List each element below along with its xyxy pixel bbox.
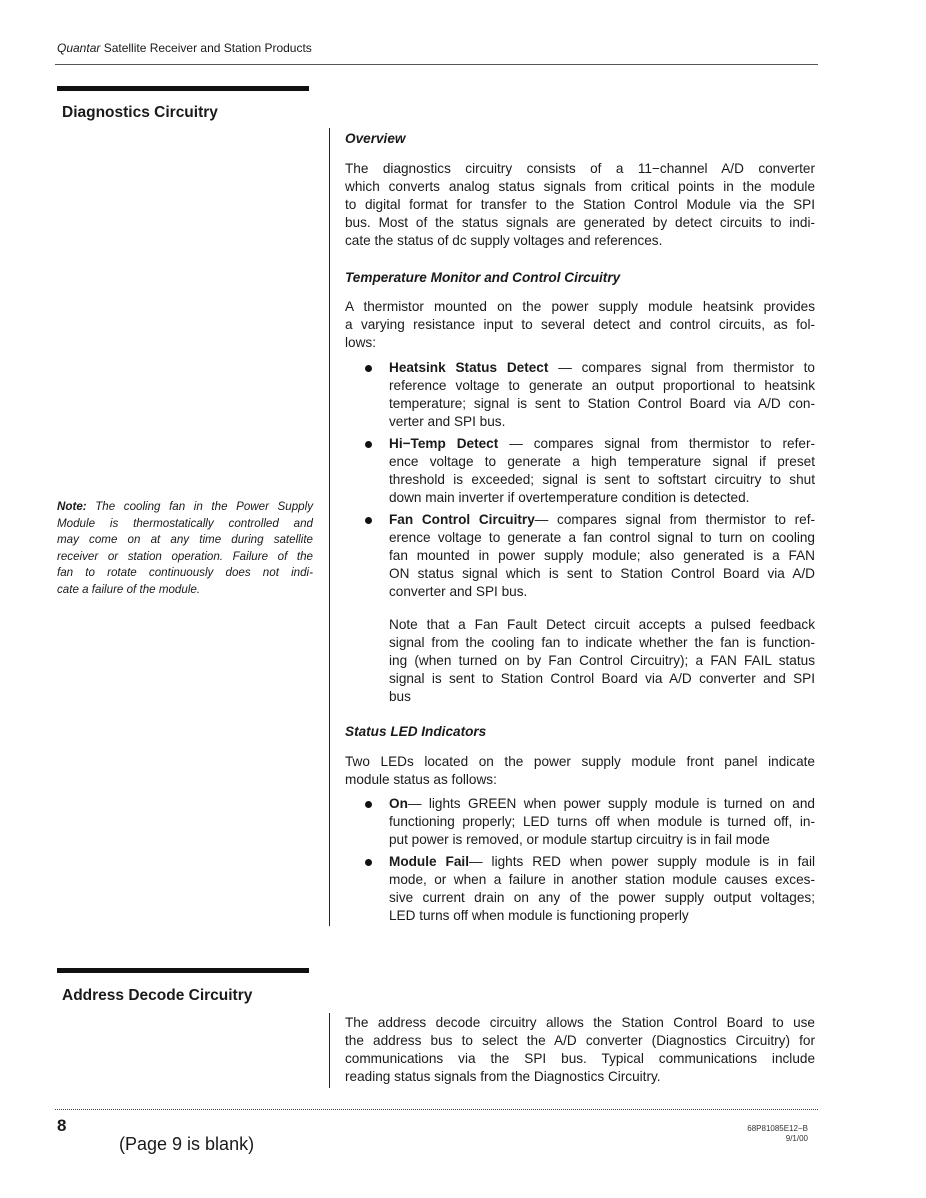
text-line xyxy=(389,511,815,529)
text-line xyxy=(389,435,815,453)
address-paragraph xyxy=(345,1014,815,1086)
overview-paragraph xyxy=(345,160,815,250)
temp-heading: Temperature Monitor and Control Circuitry xyxy=(345,270,621,285)
text-line: functioning properly; LED turns off when module is turned off, in- xyxy=(389,814,815,829)
text-line: to digital format for transfer to the Station Control Module via the SPI xyxy=(345,197,815,212)
text-line: ence voltage to generate a high temperature signal if preset xyxy=(389,454,815,469)
side-note xyxy=(57,499,313,598)
bullet-item xyxy=(345,435,815,507)
text-line: the address bus to select the A/D converter (Diagnostics Circuitry) for xyxy=(345,1033,815,1048)
brand-name: Quantar xyxy=(57,41,101,55)
text-line: signal from the cooling fan to indicate whether the fan is function- xyxy=(389,635,815,650)
text-line: bus xyxy=(389,689,411,704)
text-line: temperature; signal is sent to Station Control Board via A/D con- xyxy=(389,396,815,411)
text-line: sive current drain on any of the power supply output voltages; xyxy=(389,890,815,905)
text-line: converter and SPI bus. xyxy=(389,584,528,599)
bullet-term: Fan Control Circuitry xyxy=(389,512,535,527)
temp-paragraph xyxy=(345,298,815,352)
bullet-text: — compares signal from thermistor to refer- xyxy=(498,436,815,451)
led-bullet-list xyxy=(345,795,815,925)
bullet-icon xyxy=(365,801,372,808)
doc-date: 9/1/00 xyxy=(785,1134,808,1143)
bullet-text: — lights RED when power supply module is in fail xyxy=(468,854,815,869)
text-line: LED turns off when module is functioning properly xyxy=(389,908,689,923)
bullet-icon xyxy=(365,859,372,866)
text-line: verter and SPI bus. xyxy=(389,414,506,429)
note-line: cate a failure of the module. xyxy=(57,582,201,596)
text-line: threshold is exceeded; signal is sent to softstart circuitry to shut xyxy=(389,472,815,487)
bullet-term: On xyxy=(389,796,408,811)
column-divider xyxy=(329,128,330,926)
bullet-text: — lights GREEN when power supply module is turned on and xyxy=(407,796,815,811)
text-line: erence voltage to generate a fan control signal to turn on cooling xyxy=(389,530,815,545)
text-line: A thermistor mounted on the power supply module heatsink provides xyxy=(345,299,815,314)
text-line: module status as follows: xyxy=(345,772,497,787)
bullet-icon xyxy=(365,517,372,524)
text-line: ing (when turned on by Fan Control Circuitry); a FAN FAIL status xyxy=(389,653,815,668)
text-line xyxy=(389,359,815,377)
fan-fault-note xyxy=(345,616,815,706)
header-title: Satellite Receiver and Station Products xyxy=(100,41,312,55)
page-number: 8 xyxy=(57,1116,67,1135)
led-paragraph xyxy=(345,753,815,789)
text-line: down main inverter if overtemperature condition is detected. xyxy=(389,490,750,505)
note-line: Module is thermostatically controlled and xyxy=(57,516,313,530)
led-heading: Status LED Indicators xyxy=(345,724,487,739)
text-line: signal is sent to Station Control Board via A/D converter and SPI xyxy=(389,671,815,686)
text-line: bus. Most of the status signals are generated by detect circuits to indi- xyxy=(345,215,815,230)
section-title-diagnostics: Diagnostics Circuitry xyxy=(62,104,218,121)
column-divider xyxy=(329,1013,330,1088)
temp-bullet-list xyxy=(345,359,815,601)
text-line: reading status signals from the Diagnostics Circuitry. xyxy=(345,1069,661,1084)
bullet-text: — compares signal from thermistor to ref- xyxy=(534,512,815,527)
text-line: reference voltage to generate an output proportional to heatsink xyxy=(389,378,815,393)
text-line: a varying resistance input to several detect and control circuits, as fol- xyxy=(345,317,815,332)
text-line xyxy=(389,853,815,871)
bullet-item xyxy=(345,795,815,849)
text-line: Two LEDs located on the power supply module front panel indicate xyxy=(345,754,815,769)
text-line: The address decode circuitry allows the Station Control Board to use xyxy=(345,1015,815,1030)
note-line: may come on at any time during satellite xyxy=(57,533,313,546)
blank-page-note: (Page 9 is blank) xyxy=(119,1134,255,1154)
text-line: lows: xyxy=(345,335,376,350)
footer-rule xyxy=(55,1109,818,1110)
bullet-term: Hi−Temp Detect xyxy=(389,436,499,451)
doc-id xyxy=(747,1124,808,1144)
text-line: mode, or when a failure in another station module causes exces- xyxy=(389,872,815,887)
section-bar xyxy=(57,86,309,91)
text-line xyxy=(389,795,815,813)
text-line: ON status signal which is sent to Station Control Board via A/D xyxy=(389,566,815,581)
bullet-icon xyxy=(365,365,372,372)
text-line: which converts analog status signals from critical points in the module xyxy=(345,179,815,194)
text-line: put power is removed, or module startup circuitry is in fail mode xyxy=(389,832,770,847)
header-rule xyxy=(55,64,818,65)
bullet-term: Heatsink Status Detect xyxy=(389,360,549,375)
note-line: receiver or station operation. Failure of the xyxy=(57,549,313,563)
section-title-address: Address Decode Circuitry xyxy=(62,987,253,1004)
bullet-item xyxy=(345,359,815,431)
text-line: communications via the SPI bus. Typical communications include xyxy=(345,1051,815,1066)
text-line: The diagnostics circuitry consists of a 11−channel A/D converter xyxy=(345,161,815,176)
text-line: cate the status of dc supply voltages and references. xyxy=(345,233,663,248)
note-line: The cooling fan in the Power Supply xyxy=(86,500,313,513)
bullet-icon xyxy=(365,441,372,448)
diagnostics-body xyxy=(345,130,815,925)
bullet-item xyxy=(345,511,815,601)
doc-number: 68P81085E12−B xyxy=(747,1124,808,1133)
bullet-text: — compares signal from thermistor to xyxy=(548,360,815,375)
bullet-item xyxy=(345,853,815,925)
overview-heading: Overview xyxy=(345,131,406,146)
section-bar xyxy=(57,968,309,973)
text-line: fan mounted in power supply module; also generated is a FAN xyxy=(389,548,815,563)
text-line: Note that a Fan Fault Detect circuit accepts a pulsed feedback xyxy=(389,617,815,632)
running-header xyxy=(57,41,312,55)
note-label: Note: xyxy=(57,500,87,513)
note-line: fan to rotate continuously does not indi- xyxy=(57,566,313,579)
bullet-term: Module Fail xyxy=(389,854,469,869)
